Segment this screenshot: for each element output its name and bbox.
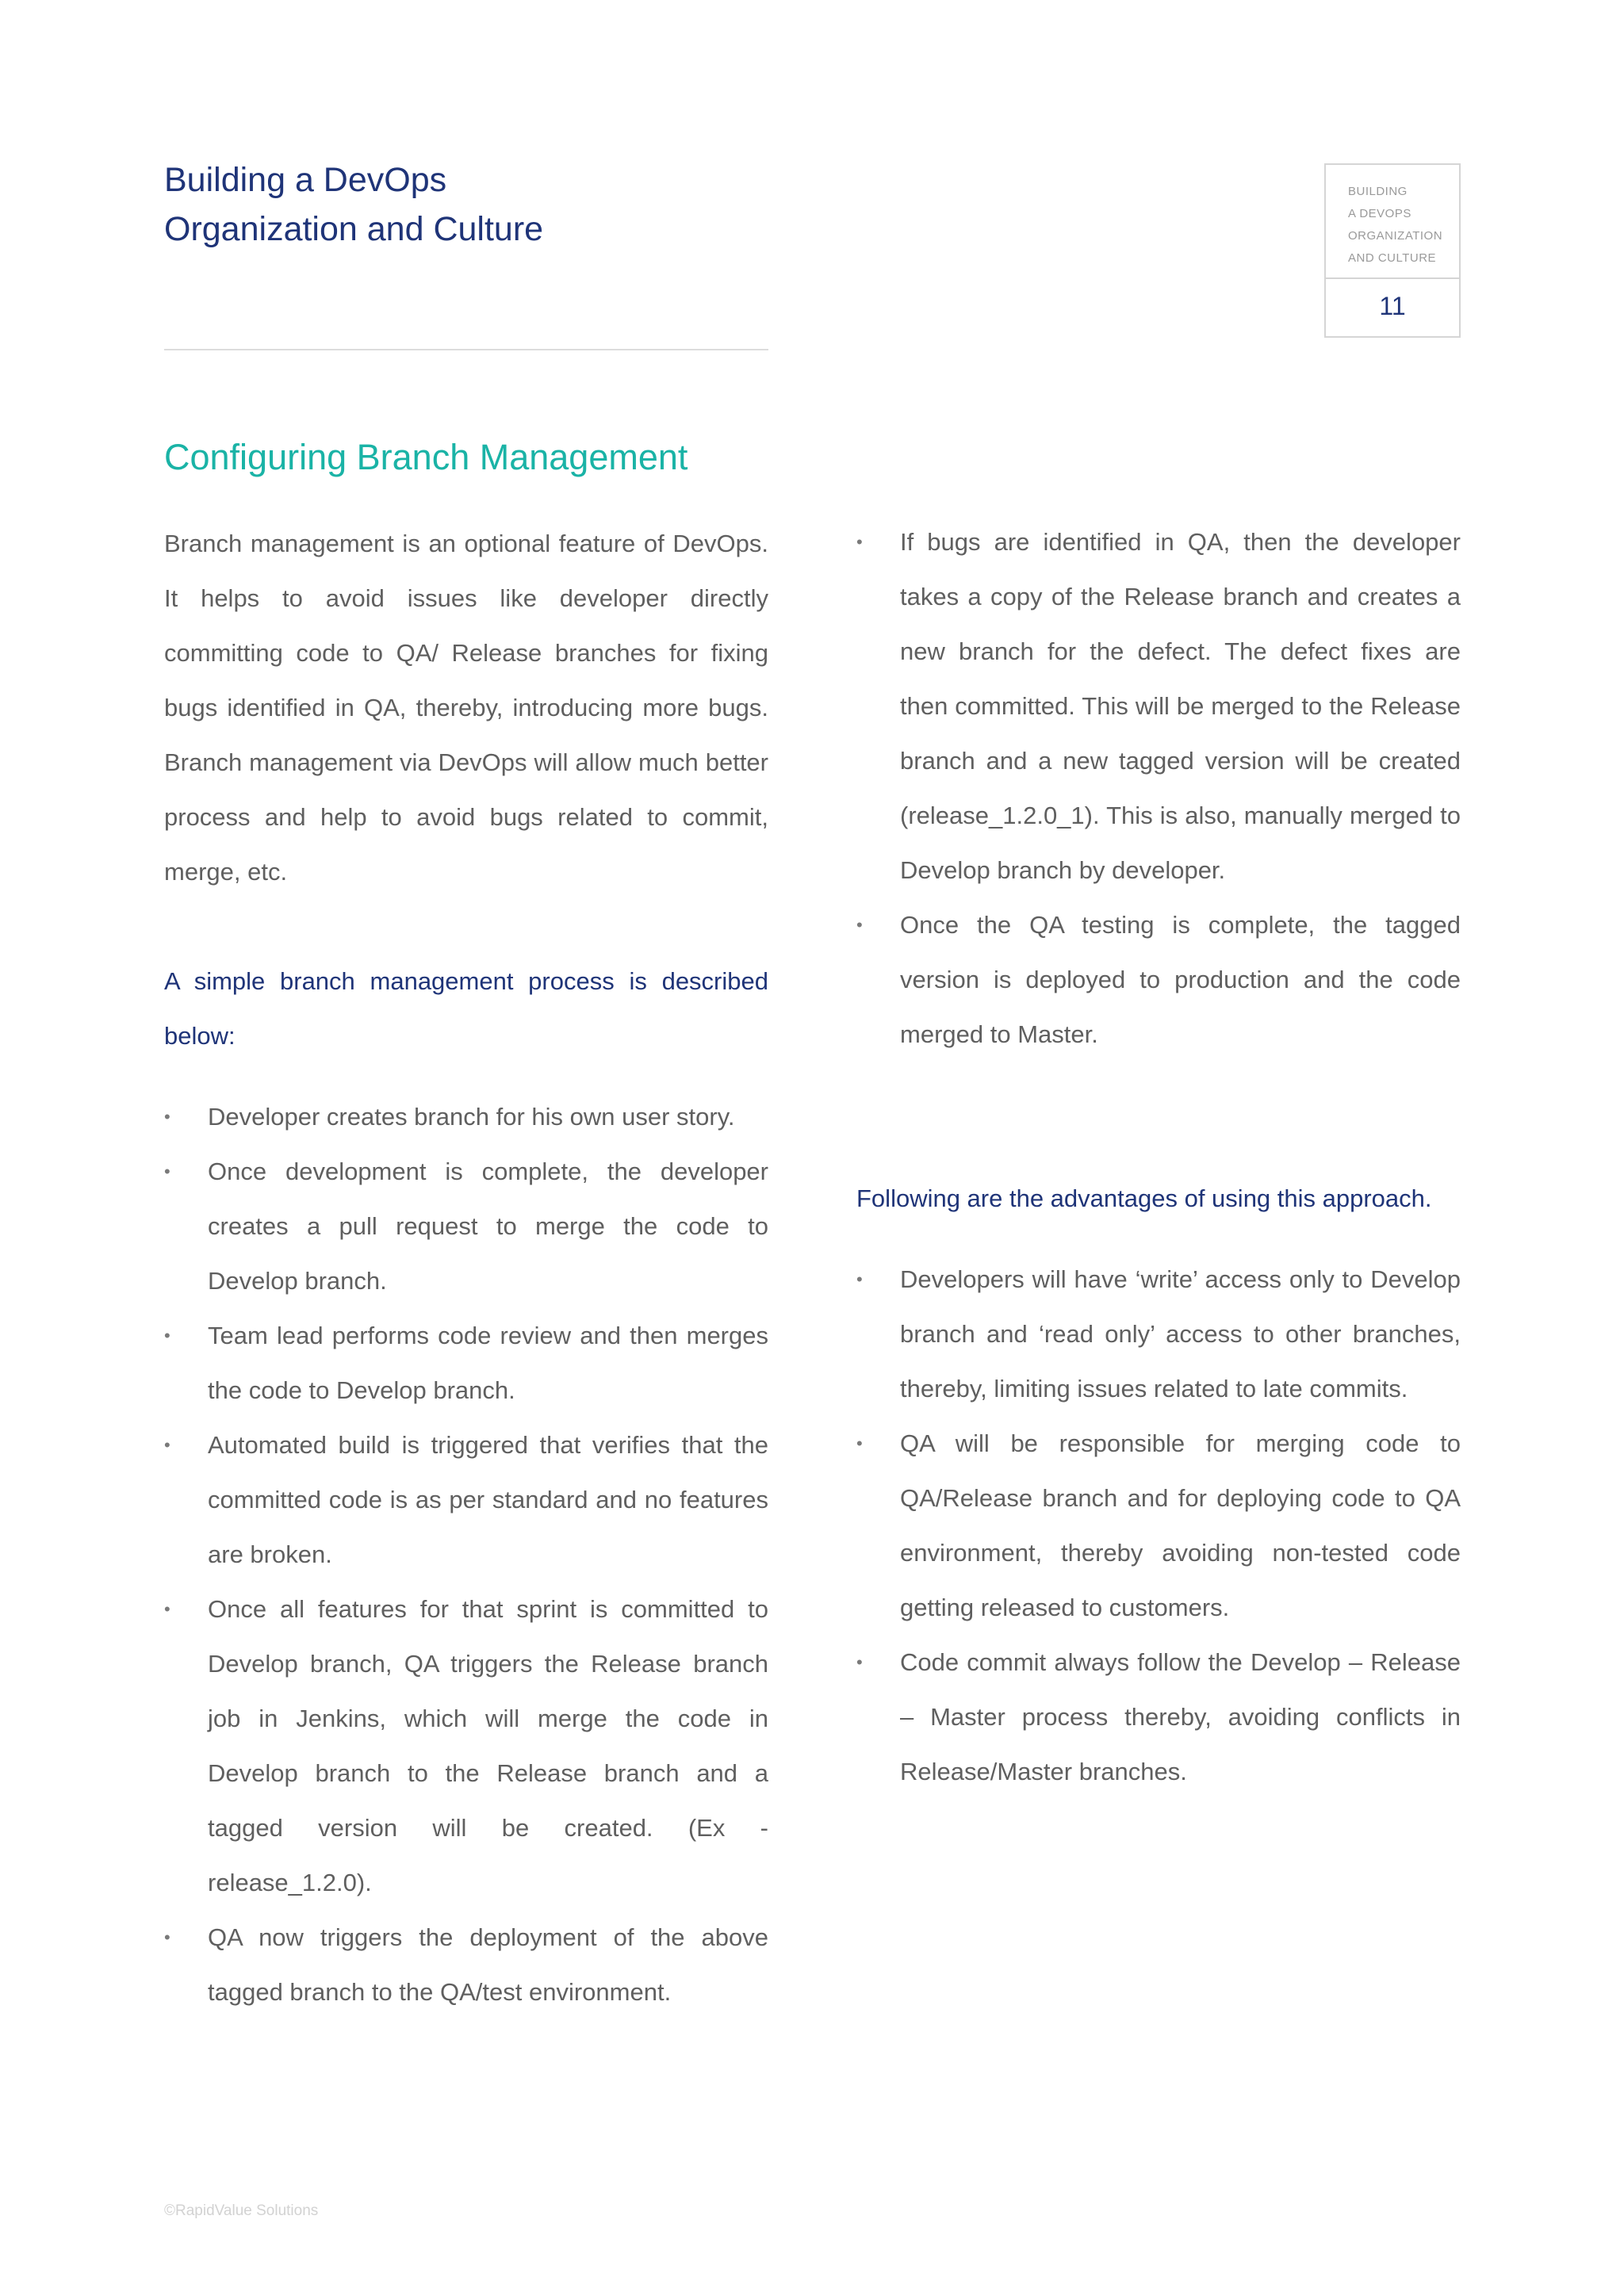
process-lead-text: A simple branch management process is described below:	[164, 967, 768, 1050]
title-divider	[164, 349, 768, 350]
list-item: • Once the QA testing is complete, the tagged version is deployed to production and the code merged to Master.	[856, 897, 1461, 1062]
list-item: • Once development is complete, the developer creates a pull request to merge the code to Develop branch.	[164, 1144, 768, 1308]
list-item: • Once all features for that sprint is committed to Develop branch, QA triggers the Release branch job in Jenkins, which will merge the code in Develop branch to the Release branch and a tagged version will be created. (Ex - release_1.2.0).	[164, 1582, 768, 1910]
list-item: • Automated build is triggered that verifies that the committed code is as per standard and no features are broken.	[164, 1418, 768, 1582]
page-marker-label-line: ORGANIZATION	[1348, 229, 1443, 243]
page-marker-divider	[1326, 277, 1459, 279]
list-item: • QA now triggers the deployment of the above tagged branch to the QA/test environment.	[164, 1910, 768, 2019]
page-marker-label-line: BUILDING	[1348, 185, 1408, 198]
process-steps-continued-list	[856, 515, 1461, 1062]
right-column	[856, 515, 1461, 1799]
list-item: • Developer creates branch for his own user story.	[164, 1089, 768, 1144]
left-column	[164, 516, 768, 2019]
page-marker-label-line: AND CULTURE	[1348, 251, 1437, 265]
process-steps-list	[164, 1089, 768, 2019]
list-item: • Code commit always follow the Develop – Release – Master process thereby, avoiding conflicts in Release/Master branches.	[856, 1635, 1461, 1799]
copyright-footer: ©RapidValue Solutions	[164, 2202, 319, 2219]
document-title-line-2: Organization and Culture	[164, 210, 544, 248]
column-spacer	[856, 1062, 1461, 1171]
advantages-list	[856, 1252, 1461, 1799]
section-title: Configuring Branch Management	[164, 437, 688, 477]
document-title-line-1: Building a DevOps	[164, 161, 447, 199]
page-number: 11	[1379, 292, 1406, 320]
advantages-lead-text: Following are the advantages of using this approach.	[856, 1184, 1432, 1212]
page-marker-box	[1324, 163, 1461, 338]
intro-paragraph: Branch management is an optional feature of DevOps. It helps to avoid issues like developer directly committing code to QA/ Release branches for fixing bugs identified in QA, thereby, introducing more bugs. Branch management via DevOps will allow much better process and help to avoid bugs related to commit, merge, etc.	[164, 530, 768, 886]
page-marker-label-line: A DEVOPS	[1348, 207, 1411, 220]
list-item: • If bugs are identified in QA, then the developer takes a copy of the Release branch and creates a new branch for the defect. The defect fixes are then committed. This will be merged to the Release branch and a new tagged version will be created (release_1.2.0_1). This is also, manually merged to Develop branch by developer.	[856, 515, 1461, 897]
list-item: • QA will be responsible for merging code to QA/Release branch and for deploying code to QA environment, thereby avoiding non-tested code getting released to customers.	[856, 1416, 1461, 1635]
document-title	[164, 155, 799, 254]
list-item: • Team lead performs code review and then merges the code to Develop branch.	[164, 1308, 768, 1418]
list-item: • Developers will have ‘write’ access only to Develop branch and ‘read only’ access to other branches, thereby, limiting issues related to late commits.	[856, 1252, 1461, 1416]
page-marker-label	[1348, 181, 1459, 270]
